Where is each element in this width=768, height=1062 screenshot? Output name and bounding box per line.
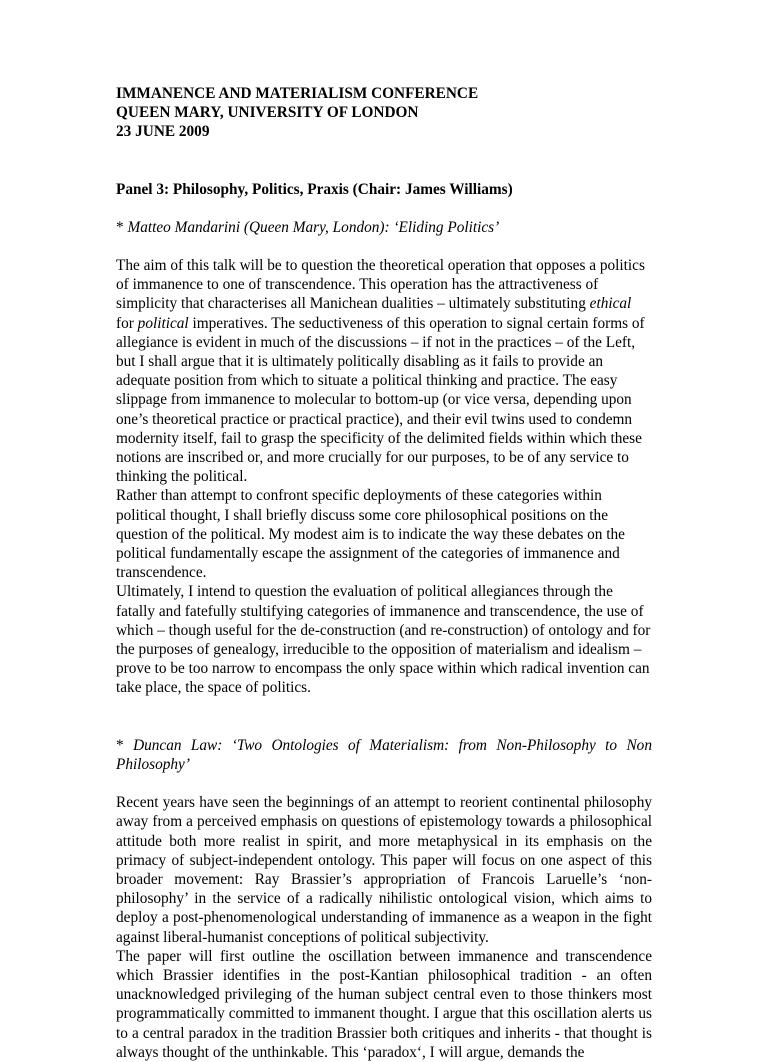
talk-1-title [116,218,652,237]
conference-title: IMMANENCE AND MATERIALISM CONFERENCE [116,85,479,102]
talk-1-speaker: Matteo Mandarini (Queen Mary, London): ‘Eliding Politics’ [127,218,500,236]
talk-1-paragraph-3: Ultimately, I intend to question the evaluation of political allegiances through the fatally and fatefully stultifying categories of immanence and transcendence, the use of which – though useful for the de-construction (and re-construction) of ontology and for the purposes of genealogy, irreducible to the opposition of materialism and idealism – prove to be too narrow to encompass the only space within which radical invention can take place, the space of politics. [116,583,651,697]
talk-2-paragraph-2: The paper will first outline the oscillation between immanence and transcendence which Brassier identifies in the post-Kantian philosophical tradition - an often unacknowledged privileging of the human subject central even to those thinkers most programmatically committed to immanent thought. I argue that this oscillation alerts us to a central paradox in the tradition Brassier both critiques and inherits - that thought is always thought of the unthinkable. This ‘paradox‘, I will argue, demands the [116,947,652,1061]
talk-1-p1-emphasis-political: political [137,314,189,332]
talk-2-paragraph-1: Recent years have seen the beginnings of an attempt to reorient continental philosophy away from a perceived emphasis on questions of epistemology towards a philosophical attitude both more realist in spirit, and more metaphysical in its emphasis on the primacy of subject-independent ontology. This paper will focus on one aspect of this broader movement: Ray Brassier’s appropriation of Francois Laruelle’s ‘non-philosophy’ in the service of a radically nihilistic ontological vision, which aims to deploy a post-phenomenological understanding of immanence as a weapon in the fight against liberal-humanist conceptions of political subjectivity. [116,794,652,946]
talk-2-title [116,736,652,774]
talk-1-p1-text-c: imperatives. The seductiveness of this operation to signal certain forms of allegiance is evident in much of the discussions – if not in the practices – of the Left, but I shall argue that it is ultimately politically disabling as it fails to provide an adequate position from which to situate a political thinking and practice. The easy slippage from immanence to molecular to bottom-up (or vice versa, depending upon one’s theoretical practice or practical practice), and their evil twins used to condemn modernity itself, fail to grasp the specificity of the delimited fields within which these notions are inscribed or, and more crucially for our purposes, to be of any service to thinking the political. [116,314,645,486]
talk-1-p1-text-b: for [116,314,138,332]
talk-2-speaker: Duncan Law: ‘Two Ontologies of Materialism: from Non-Philosophy to Non Philosophy’ [116,736,652,773]
conference-date: 23 JUNE 2009 [116,123,210,141]
talk-1-p1-emphasis-ethical: ethical [589,295,632,313]
panel-title: Panel 3: Philosophy, Politics, Praxis (Chair: James Williams) [116,180,513,198]
conference-venue: QUEEN MARY, UNIVERSITY OF LONDON [116,104,419,122]
talk-1-paragraph-2: Rather than attempt to confront specific deployments of these categories within political thought, I shall briefly discuss some core philosophical positions on the question of the political. My modest aim is to indicate the way these debates on the political fundamentally escape the assignment of the categories of immanence and transcendence. [116,487,625,582]
talk-1-paragraph-1 [116,256,652,486]
talk-2-bullet: * [116,736,134,754]
talk-1-p1-text-a: The aim of this talk will be to question the theoretical operation that opposes a politics of immanence to one of transcendence. This operation has the attractiveness of simplicity that characterises all Manichean dualities – ultimately substituting [116,257,645,313]
conference-header [116,84,652,142]
talk-1-bullet: * [116,218,128,236]
